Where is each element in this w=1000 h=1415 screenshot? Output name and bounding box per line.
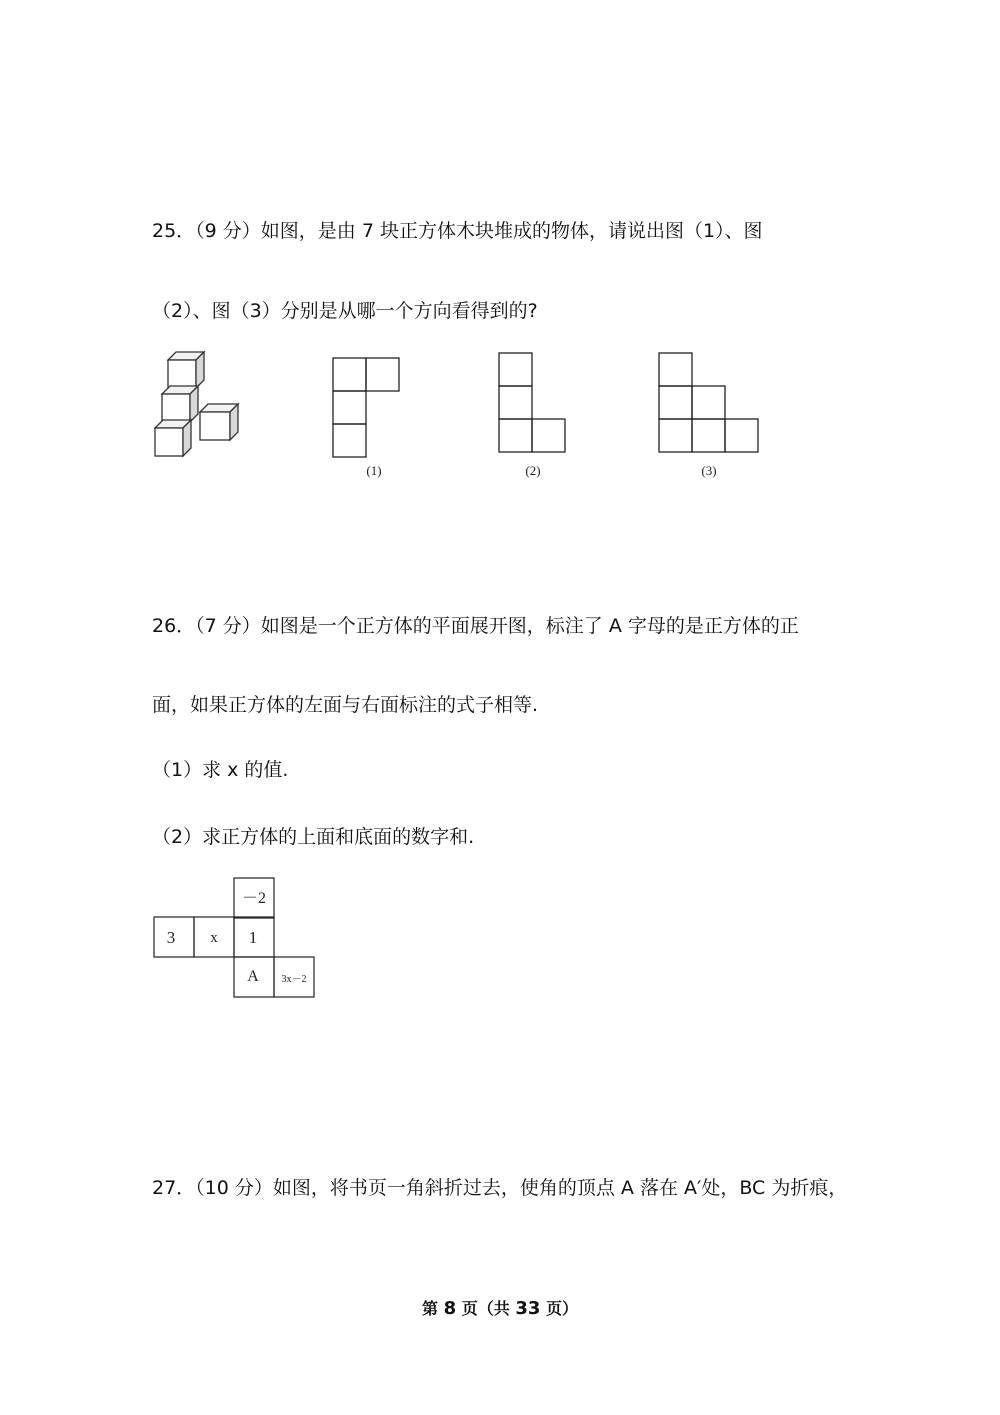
net-left-label: 3 xyxy=(166,928,176,947)
page-footer xyxy=(0,1296,1000,1319)
view-1-figure xyxy=(330,355,410,480)
net-bottom-label: A xyxy=(247,968,259,985)
caption-3: (3) xyxy=(701,463,717,478)
view-2-figure xyxy=(496,350,576,480)
q25-text-line-2: （2）、图（3）分别是从哪一个方向看得到的? xyxy=(152,300,538,322)
footer-suffix: 页） xyxy=(540,1299,578,1318)
footer-total-pages: 33 xyxy=(515,1298,541,1319)
q27-text-line-1: 27．（10 分）如图，将书页一角斜折过去，使角的顶点 A 落在 A′处，BC 为折痕， xyxy=(152,1177,848,1199)
cube-net-figure xyxy=(152,876,320,1000)
q26-text-line-2: 面，如果正方体的左面与右面标注的式子相等. xyxy=(152,694,539,716)
q25-text-line-1: 25．（9 分）如图，是由 7 块正方体木块堆成的物体，请说出图（1）、图 xyxy=(152,220,763,242)
footer-page-number: 8 xyxy=(443,1298,457,1319)
caption-1: (1) xyxy=(366,463,382,478)
view-3-figure xyxy=(656,350,766,480)
net-top-label: －2 xyxy=(241,890,267,907)
caption-2: (2) xyxy=(525,463,541,478)
cube-stack-figure xyxy=(150,348,245,460)
footer-prefix: 第 xyxy=(422,1299,444,1318)
q26-part-2: （2）求正方体的上面和底面的数字和. xyxy=(152,826,475,848)
q26-part-1: （1）求 x 的值. xyxy=(152,759,289,781)
net-right-label: 3x－2 xyxy=(281,974,307,985)
net-center-label: 1 xyxy=(248,928,258,947)
net-mid-label: x xyxy=(210,930,218,946)
footer-middle: 页（共 xyxy=(456,1299,516,1318)
q26-text-line-1: 26．（7 分）如图是一个正方体的平面展开图，标注了 A 字母的是正方体的正 xyxy=(152,615,799,637)
